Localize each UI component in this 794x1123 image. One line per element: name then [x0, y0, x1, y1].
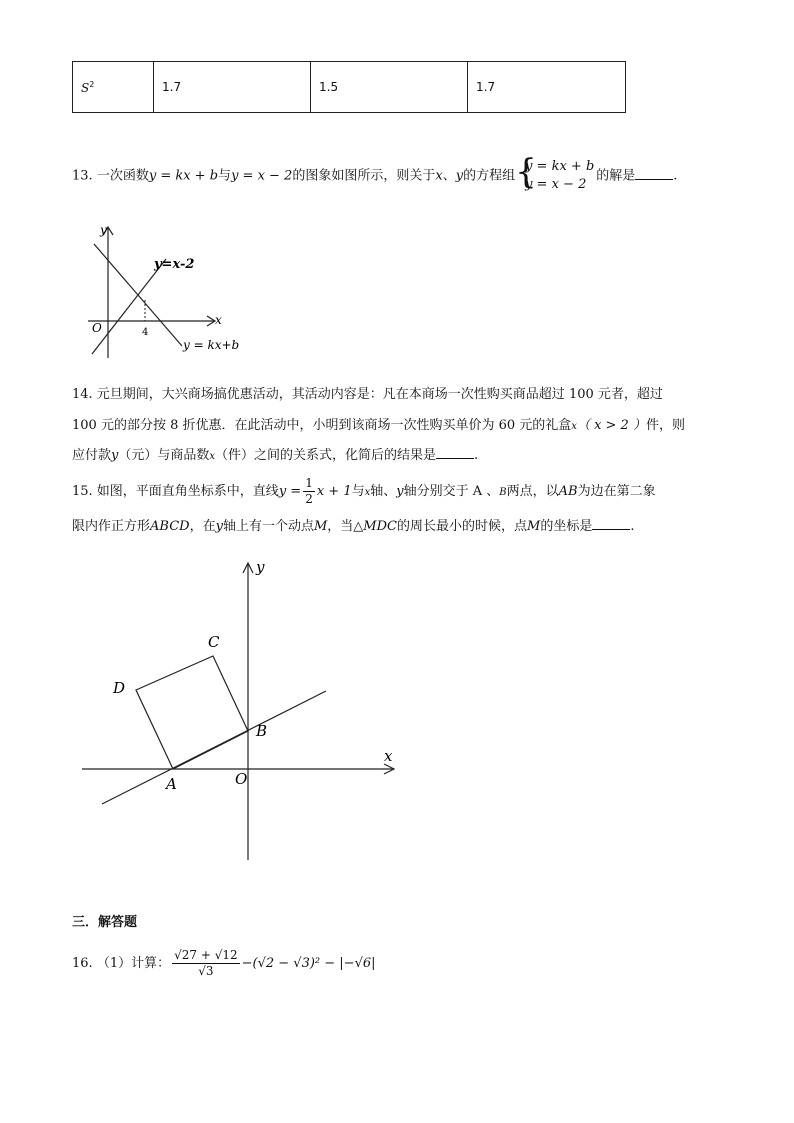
answer-blank [635, 167, 673, 180]
svg-text:x: x [215, 313, 222, 327]
svg-text:O: O [92, 321, 102, 335]
statistics-table [72, 61, 626, 113]
question-14-line-1: 14. 元旦期间，大兴商场搞优惠活动，其活动内容是：凡在本商场一次性购买商品超过 100 元者，超过 [72, 387, 663, 402]
svg-text:y = kx+b: y = kx+b [183, 338, 240, 352]
line-y-half-x-plus-1 [102, 691, 326, 804]
table-row [73, 62, 626, 113]
svg-text:A: A [166, 775, 177, 793]
section-heading: 三．解答题 [72, 915, 138, 930]
svg-text:D: D [113, 679, 126, 697]
question-14-line-3: 应付款y（元）与商品数x（件）之间的关系式，化简后的结果是 . [72, 448, 479, 463]
svg-text:y: y [256, 558, 265, 576]
answer-blank [592, 517, 630, 530]
question-15-line-1: 15. 如图，平面直角坐标系中，直线y = $\frac{1}{2}$ x + 1与x轴、y轴分别交于 A 、B两点，以AB为边在第二象 [72, 476, 656, 506]
table-row-label: $S^2$ [73, 62, 154, 113]
table-cell: 1.7 [154, 62, 311, 113]
line-y-equals-x-minus-2 [92, 259, 166, 354]
table-cell: 1.5 [311, 62, 468, 113]
square-abcd [136, 656, 248, 769]
table-cell: 1.7 [468, 62, 626, 113]
svg-text:x: x [384, 747, 393, 765]
fraction-one-half: $\frac{1}{2}$ [305, 476, 313, 506]
svg-text:4: 4 [142, 327, 149, 338]
svg-text:O: O [235, 770, 248, 788]
q13-graph [82, 222, 252, 362]
answer-blank [436, 446, 474, 459]
fraction-sqrt-expression: $\frac{√27 + √12}{√3}$ [174, 948, 238, 978]
question-15-line-2: 限内作正方形ABCD，在y轴上有一个动点M，当△MDC的周长最小的时候，点M的坐标是 . [72, 519, 635, 534]
svg-text:y=x-2: y=x-2 [154, 257, 195, 272]
svg-text:y: y [100, 223, 107, 237]
question-16: 16. （1）计算： $\frac{√27 + √12}{√3}$ −(√2 − √3)² − |−√6| [72, 948, 376, 978]
svg-text:C: C [208, 633, 220, 651]
question-14-line-2: 100 元的部分按 8 折优惠．在此活动中，小明到该商场一次性购买单价为 60 元的礼盒x（ x > 2 ）件，则 [72, 418, 685, 433]
equation-system: { y = kx + b y = x − 2 [515, 152, 595, 192]
q15-figure [80, 558, 400, 863]
svg-text:B: B [256, 722, 268, 740]
question-13: 13. 一次函数y = kx + b与y = x − 2的图象如图所示，则关于x、y的方程组 { y = kx + b y = x − 2 的解是 . [72, 152, 678, 192]
